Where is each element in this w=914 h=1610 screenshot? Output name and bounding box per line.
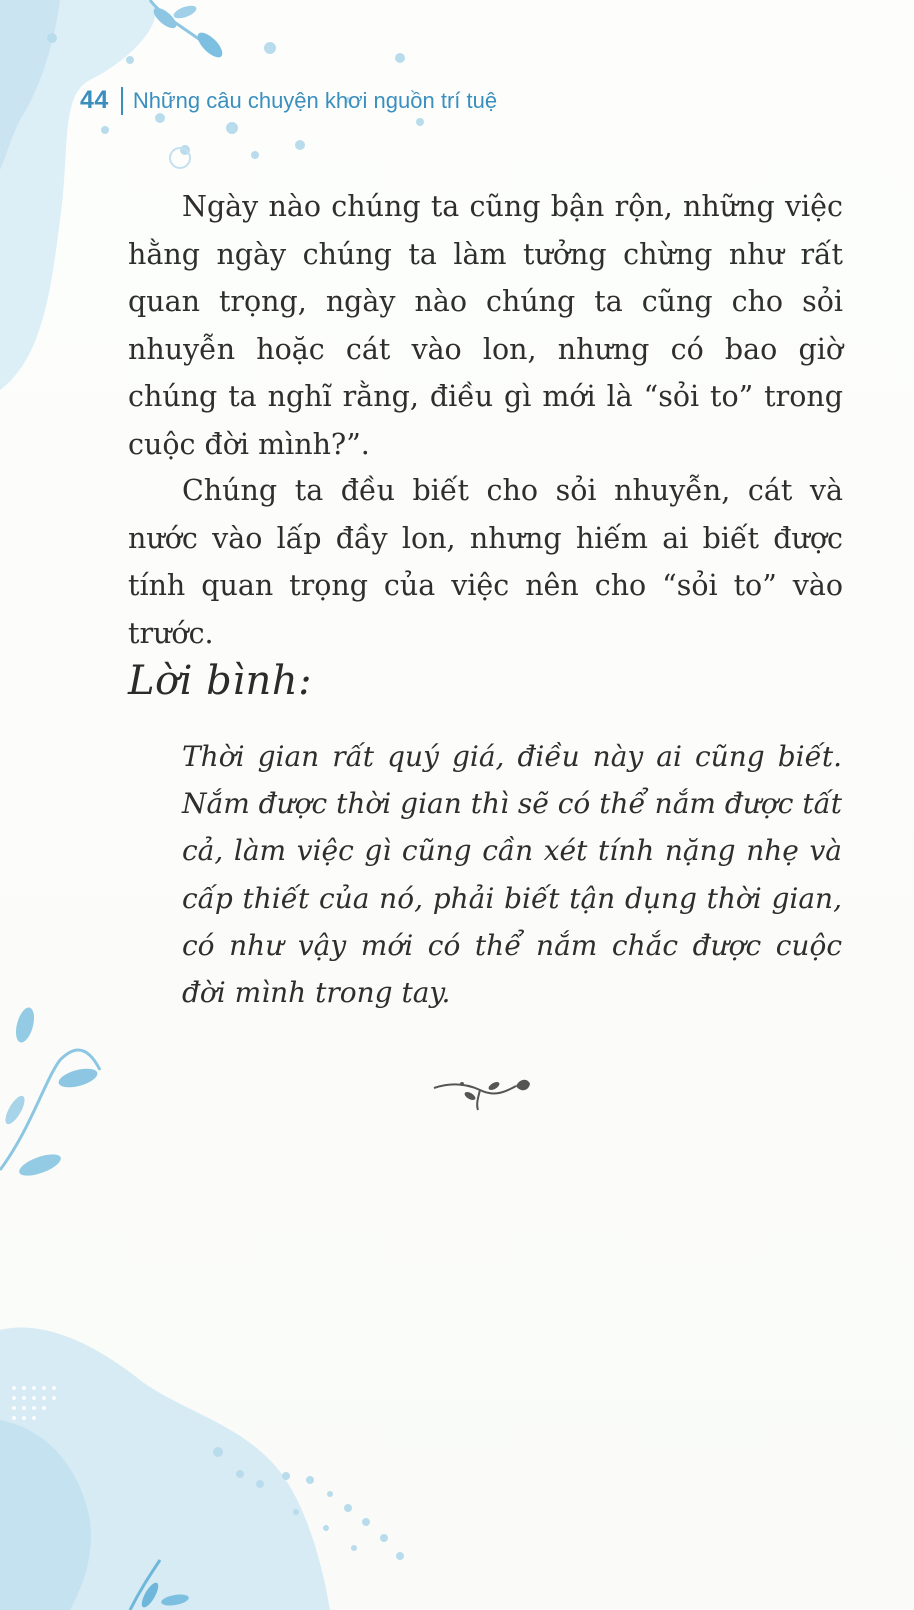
- running-title: Những câu chuyện khơi nguồn trí tuệ: [132, 87, 498, 113]
- header-separator: [121, 87, 123, 115]
- leaf-sprig-left-icon: [0, 1006, 100, 1180]
- body-paragraph-1: [128, 183, 843, 468]
- running-header: [80, 86, 497, 115]
- comment-text: Thời gian rất quý giá, điều này ai cũng biết. Nắm được thời gian thì sẽ có thể nắm được tất cả, làm việc gì cũng cần xét tính nặng nhẹ và cấp thiết của nó, phải biết tận dụng thời gian, có như vậy mới có thể nắm chắc được cuộc đời mình trong tay.: [182, 740, 842, 1010]
- floral-flourish-icon: [432, 1074, 532, 1114]
- body-paragraph-2: [128, 467, 843, 657]
- page-number: 44: [80, 86, 109, 114]
- body-paragraph-2-text: Chúng ta đều biết cho sỏi nhuyễn, cát và nước vào lấp đầy lon, nhưng hiếm ai biết được tính quan trọng của việc nên cho “sỏi to” vào trước.: [128, 474, 843, 650]
- body-paragraph-1-text: Ngày nào chúng ta cũng bận rộn, những việc hằng ngày chúng ta làm tưởng chừng như rất quan trọng, ngày nào chúng ta cũng cho sỏi nhuyễn hoặc cát vào lon, nhưng có bao giờ chúng ta nghĩ rằng, điều gì mới là “sỏi to” trong cuộc đời mình?”.: [128, 190, 843, 461]
- comment-heading: Lời bình:: [128, 658, 313, 704]
- leaf-sprig-top-icon: [150, 0, 226, 61]
